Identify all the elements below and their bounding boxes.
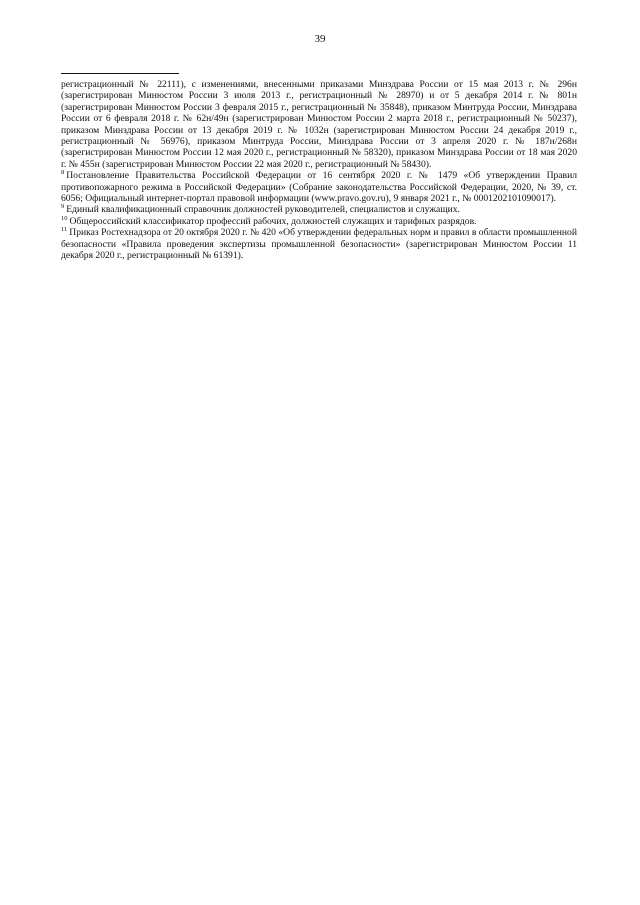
footnote-separator: [61, 73, 179, 74]
footnote-text: Приказ Ростехнадзора от 20 октября 2020 г. № 420 «Об утверждении федеральных норм и правил в области промышленной безопасности «Правила проведения экспертизы промышленной безопасности» (зарегистрирован Минюстом России 11 декабря 2020 г., регистрационный № 61391).: [61, 227, 577, 262]
footnote-10: [61, 216, 577, 227]
footnote-text: Единый квалификационный справочник должностей руководителей, специалистов и служащих.: [66, 204, 460, 216]
footnote-text: Постановление Правительства Российской Федерации от 16 сентября 2020 г. № 1479 «Об утверждении Правил противопожарного режима в Российской Федерации» (Собрание законодательства Российской Федерации, 2020, № 39, ст. 6056; Официальный интернет-портал правовой информации (www.pravo.gov.ru), 9 января 2021 г., № 0001202101090017).: [61, 170, 577, 205]
footnote-11: [61, 227, 577, 261]
page-number: 39: [314, 33, 326, 45]
footnote-marker: 9: [61, 203, 65, 211]
footnote-text: регистрационный № 22111), с изменениями, внесенными приказами Минздрава России от 15 мая 2013 г. № 296н (зарегистрирован Минюстом России 3 июля 2013 г., регистрационный № 28970) и от 5 декабря 2014 г. № 801н (зарегистрирован Минюстом России 3 февраля 2015 г., регистрационный № 35848), приказом Минтруда России, Минздрава России от 6 февраля 2018 г. № 62н/49н (зарегистрирован Минюстом России 2 марта 2018 г., регистрационный № 50237), приказом Минздрава России от 13 декабря 2019 г. № 1032н (зарегистрирован Минюстом России 24 декабря 2019 г., регистрационный № 56976), приказом Минтруда России, Минздрава России от 3 апреля 2020 г. № 187н/268н (зарегистрирован Минюстом России 12 мая 2020 г., регистрационный № 58320), приказом Минздрава России от 18 мая 2020 г. № 455н (зарегистрирован Минюстом России 22 мая 2020 г., регистрационный № 58430).: [61, 79, 577, 170]
footnote-8: [61, 170, 577, 204]
footnotes-section: [61, 79, 577, 262]
footnote-marker: 11: [61, 226, 68, 234]
footnote-marker: 8: [61, 169, 65, 177]
footnote-marker: 10: [61, 214, 68, 222]
footnote-continuation: [61, 79, 577, 170]
footnote-9: [61, 204, 577, 215]
footnote-text: Общероссийский классификатор профессий рабочих, должностей служащих и тарифных разрядов.: [69, 215, 477, 227]
